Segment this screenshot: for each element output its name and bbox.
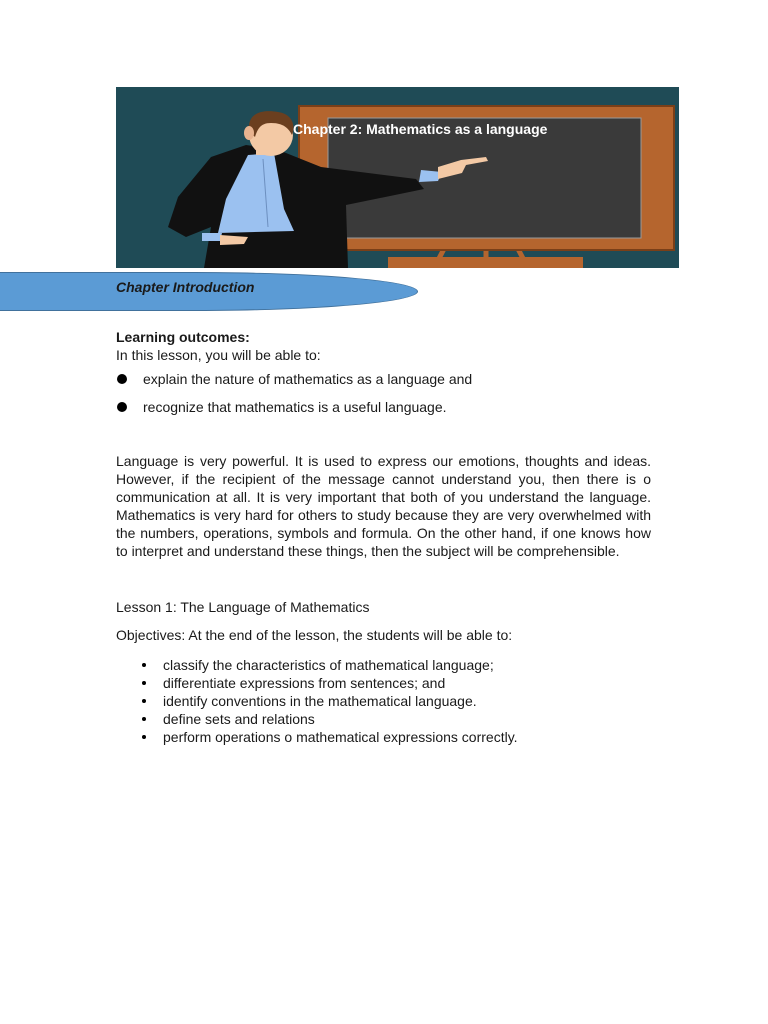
- lesson-title: Lesson 1: The Language of Mathematics: [116, 599, 370, 615]
- left-cuff: [202, 233, 222, 241]
- chapter-content: [116, 328, 651, 746]
- section-tab-label: Chapter Introduction: [116, 279, 255, 295]
- bullet-icon: [117, 374, 127, 384]
- list-item: [116, 710, 651, 728]
- teacher-illustration: [116, 87, 679, 268]
- learning-outcomes-list: [116, 370, 651, 416]
- list-item: [116, 656, 651, 674]
- bullet-icon: [142, 681, 146, 685]
- list-item: [116, 398, 651, 416]
- learning-outcomes-heading: Learning outcomes:: [116, 329, 250, 345]
- bullet-icon: [142, 699, 146, 703]
- objectives-list: [116, 656, 651, 746]
- list-item-text: recognize that mathematics is a useful language.: [143, 399, 447, 415]
- list-item: [116, 370, 651, 388]
- chapter-title: Chapter 2: Mathematics as a language: [293, 121, 548, 137]
- list-item-text: identify conventions in the mathematical language.: [163, 693, 477, 709]
- learning-outcomes-intro: In this lesson, you will be able to:: [116, 347, 321, 363]
- teacher-ear: [244, 126, 254, 140]
- list-item: [116, 728, 651, 746]
- objectives-intro: Objectives: At the end of the lesson, the students will be able to:: [116, 627, 513, 643]
- body-paragraph: Language is very powerful. It is used to express our emotions, thoughts and ideas. However, if the recipient of the message cannot understand you, then there is o communication at all. It is very important that both of you understand the language. Mathematics is very hard for others to study because they are very overwhelmed with the numbers, operations, symbols and formula. On the other hand, if one knows how to interpret and understand these things, then the subject will be comprehensible.: [116, 453, 651, 559]
- list-item-text: differentiate expressions from sentences; and: [163, 675, 446, 691]
- bullet-icon: [117, 402, 127, 412]
- list-item: [116, 674, 651, 692]
- bullet-icon: [142, 717, 146, 721]
- list-item-text: define sets and relations: [163, 711, 315, 727]
- bullet-icon: [142, 735, 146, 739]
- list-item: [116, 692, 651, 710]
- list-item-text: classify the characteristics of mathematical language;: [163, 657, 494, 673]
- chapter-banner: [116, 87, 679, 268]
- list-item-text: perform operations o mathematical expressions correctly.: [163, 729, 518, 745]
- bullet-icon: [142, 663, 146, 667]
- list-item-text: explain the nature of mathematics as a language and: [143, 371, 473, 387]
